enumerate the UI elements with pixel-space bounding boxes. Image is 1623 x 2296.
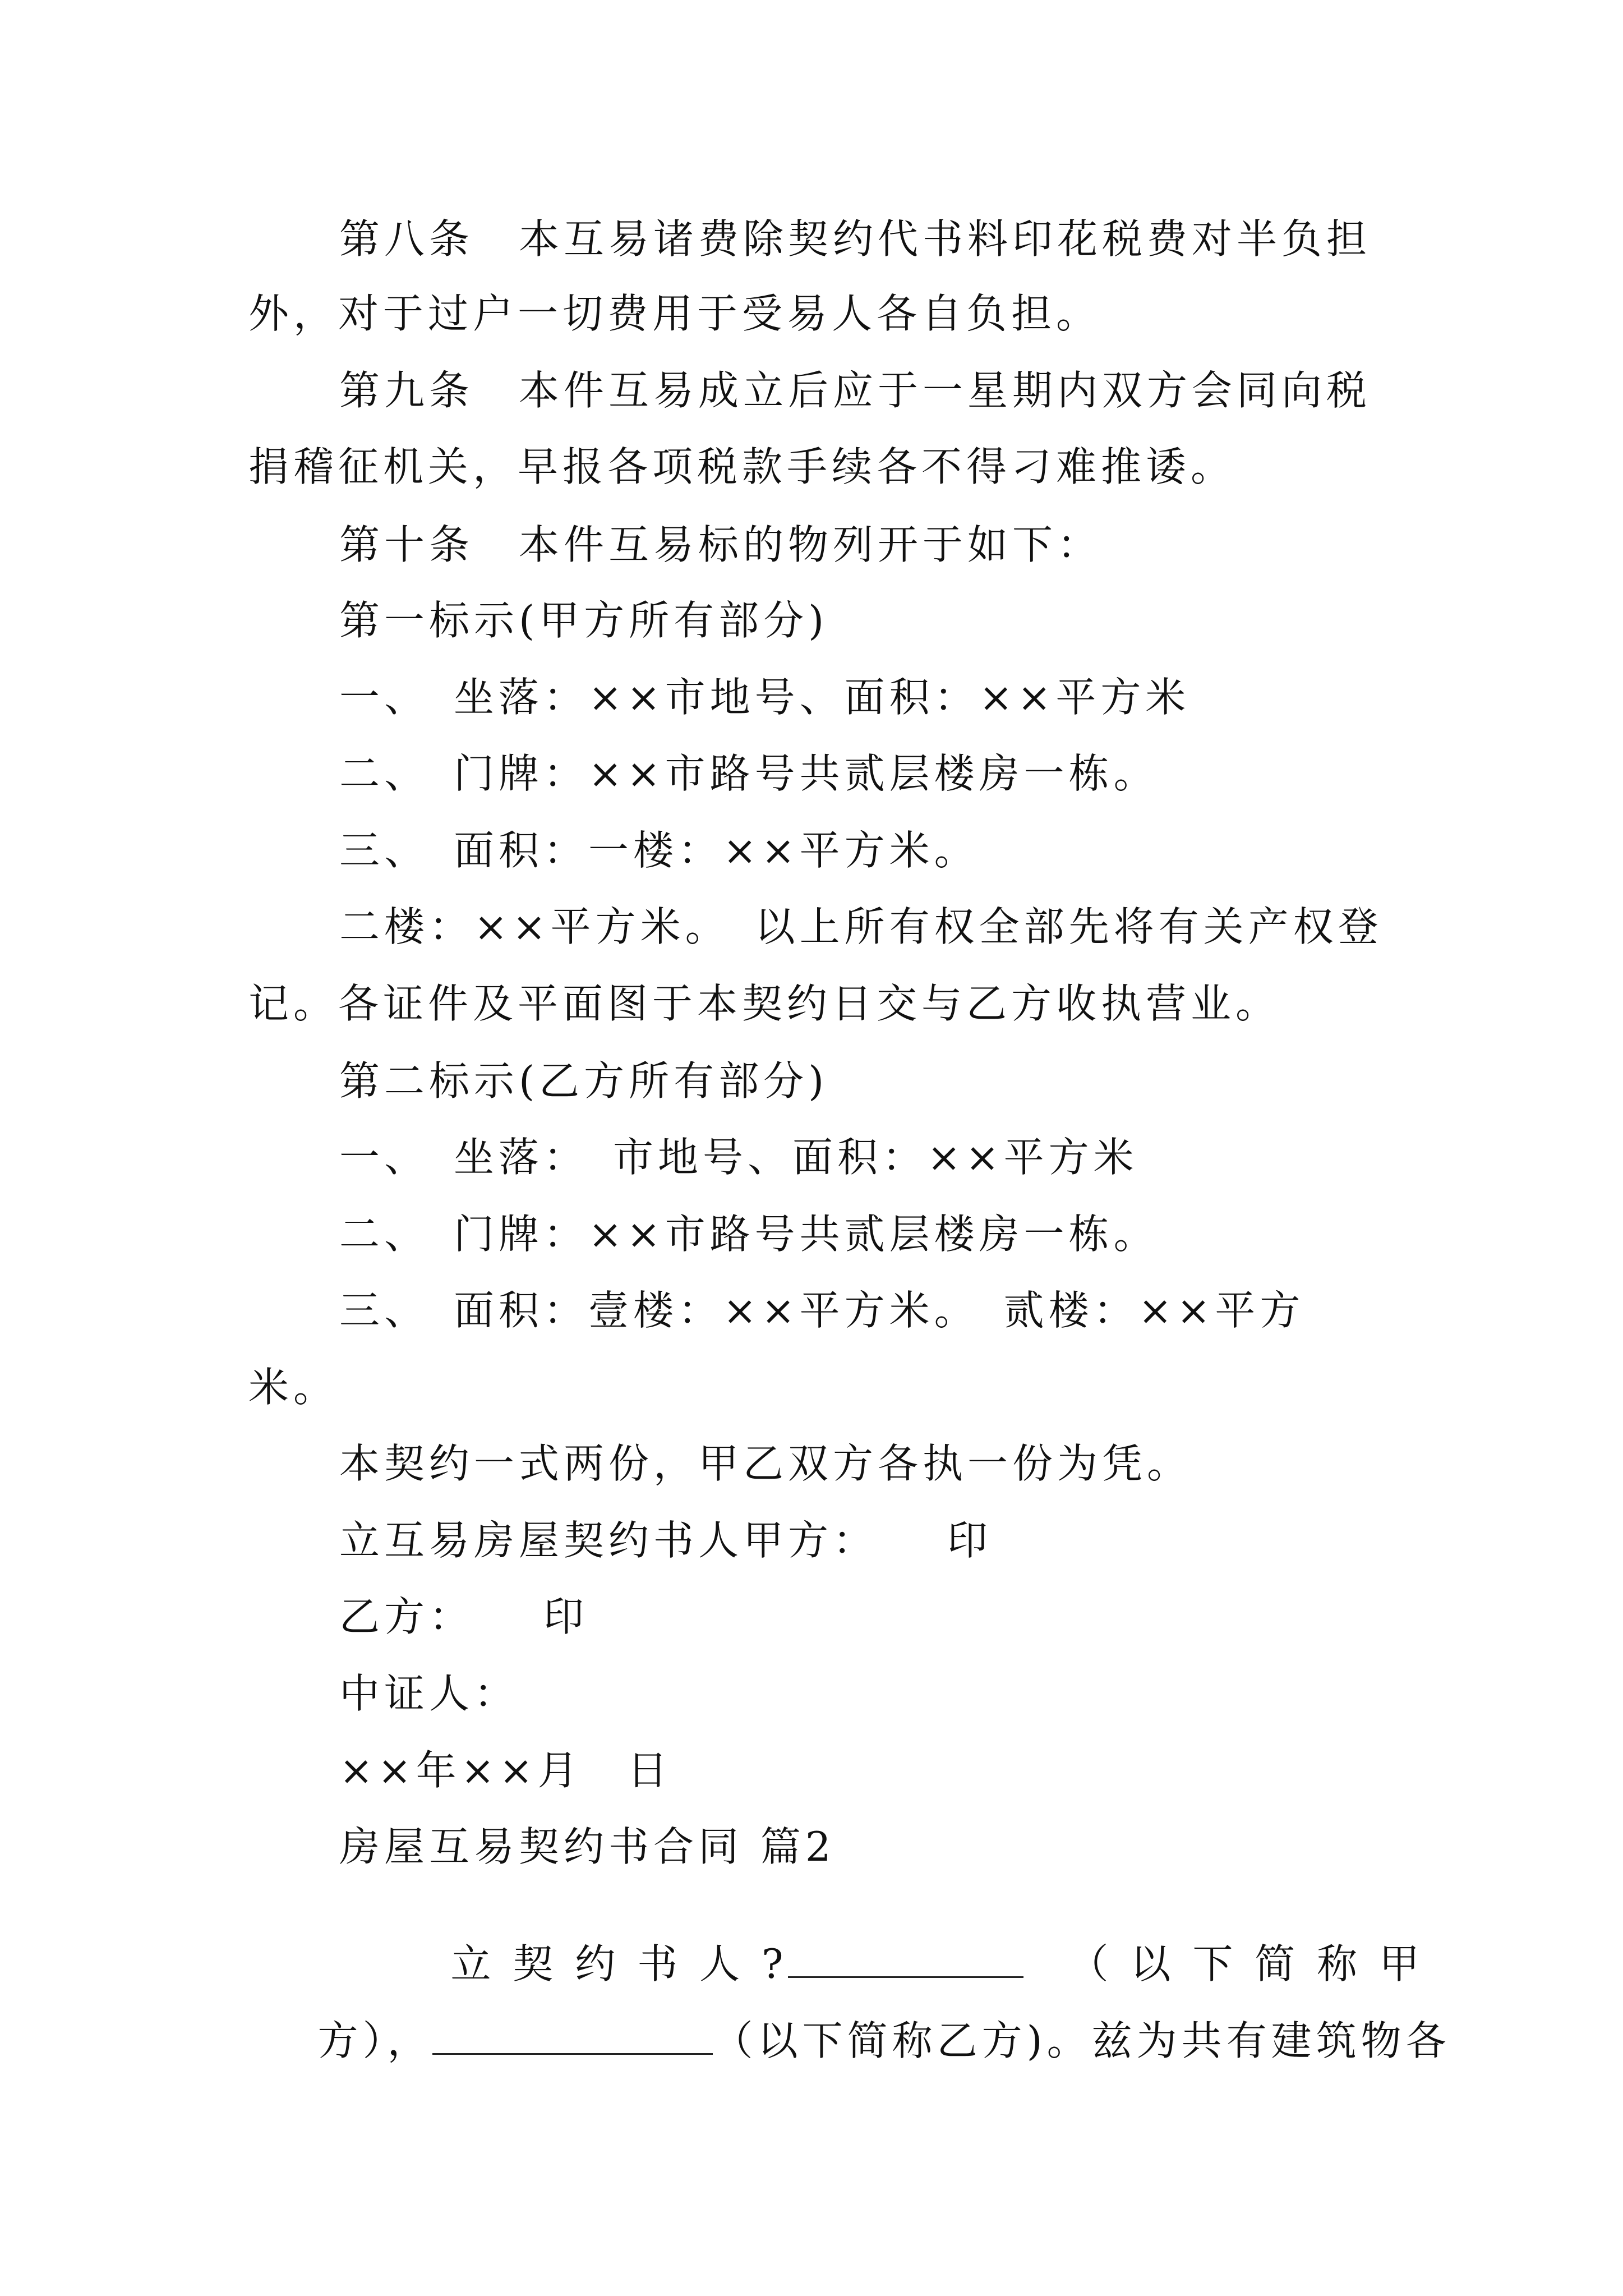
- text-line: 第八条 本互易诸费除契约代书料印花税费对半负担: [339, 215, 1372, 263]
- text-line: 三、 面积：壹楼：××平方米。 贰楼：××平方: [339, 1287, 1305, 1334]
- text-line: [248, 1980, 1451, 2101]
- text-line: 第十条 本件互易标的物列开于如下：: [339, 521, 1103, 568]
- text-line: 三、 面积：一楼：××平方米。: [339, 827, 979, 874]
- text-line: 记。各证件及平面图于本契约日交与乙方收执营业。: [248, 980, 1281, 1027]
- fill-in-blank-party-b: [432, 2021, 713, 2055]
- text-line: 乙方： 印: [339, 1593, 589, 1640]
- text-line: 房屋互易契约书合同 篇2: [339, 1823, 836, 1870]
- text-line: 立互易房屋契约书人甲方： 印: [339, 1517, 993, 1564]
- text-line: 第一标示(甲方所有部分): [339, 597, 829, 644]
- text-line: 第二标示(乙方所有部分): [339, 1057, 829, 1105]
- line-text: 立 契 约 书 人 ?: [450, 1940, 788, 1987]
- text-line: 二、 门牌：××市路号共贰层楼房一栋。: [339, 750, 1159, 797]
- text-line: 二、 门牌：××市路号共贰层楼房一栋。: [339, 1211, 1159, 1258]
- text-line: 一、 坐落： 市地号、面积：××平方米: [339, 1134, 1138, 1181]
- line-text: （以下简称乙方)。兹为共有建筑物各: [712, 2017, 1451, 2064]
- text-line: 二楼：××平方米。 以上所有权全部先将有关产权登: [339, 903, 1383, 950]
- text-line: 米。: [248, 1364, 339, 1411]
- line-text: （ 以 下 简 称 甲: [1068, 1940, 1424, 1987]
- text-line: 捐稽征机关，早报各项税款手续各不得刁难推诿。: [248, 443, 1236, 490]
- text-line: ××年××月 日: [339, 1747, 672, 1794]
- text-line: 中证人：: [339, 1670, 519, 1717]
- line-text: 方），: [317, 2017, 432, 2064]
- text-line: 外，对于过户一切费用于受易人各自负担。: [248, 290, 1101, 337]
- text-line: 本契约一式两份，甲乙双方各执一份为凭。: [339, 1440, 1192, 1487]
- fill-in-blank-party-a: [788, 1944, 1023, 1978]
- text-line: 一、 坐落：××市地号、面积：××平方米: [339, 674, 1191, 721]
- text-line: 第九条 本件互易成立后应于一星期内双方会同向税: [339, 367, 1372, 414]
